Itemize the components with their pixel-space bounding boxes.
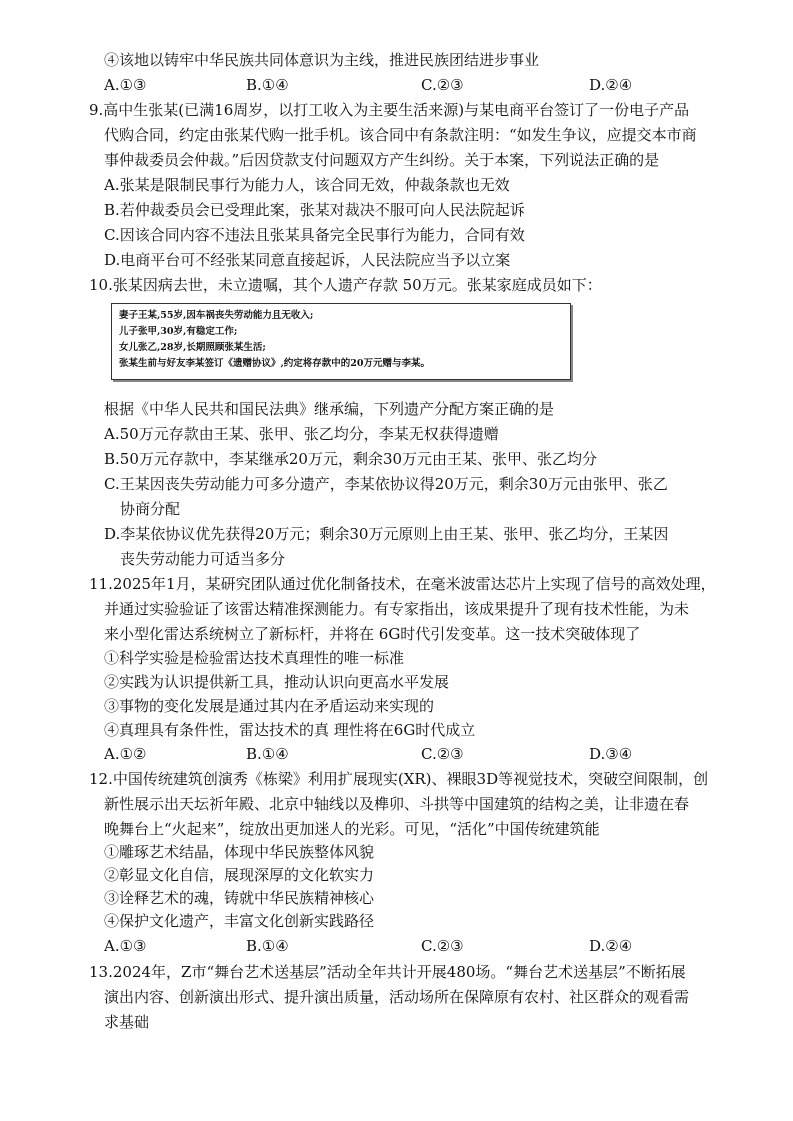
q12-stem-line: 新性展示出天坛祈年殿、北京中轴线以及榫卯、斗拱等中国建筑的结构之美，让非遗在春 — [104, 795, 690, 813]
q11-option-d: D.③④ — [589, 745, 633, 763]
q12-option-c: C.②③ — [421, 937, 464, 955]
q10-stem: 10.张某因病去世，未立遗嘱，其个人遗产存款 50万元。张某家庭成员如下： — [89, 276, 602, 294]
q10-question: 根据《中华人民共和国民法典》继承编，下列遗产分配方案正确的是 — [104, 400, 555, 418]
family-info-line: 张某生前与好友李某签订《遗赠协议》,约定将存款中的20万元赠与李某。 — [119, 358, 431, 369]
q10-option-d: D.李某依协议优先获得20万元；剩余30万元原则上由王某、张甲、张乙均分，王某因 — [104, 525, 669, 543]
q11-stem-line: 并通过实验验证了该雷达精准探测能力。有专家指出，该成果提升了现有技术性能，为未 — [104, 600, 690, 618]
q9-option-c: C.因该合同内容不违法且张某具备完全民事行为能力，合同有效 — [104, 226, 525, 244]
family-info-box — [111, 303, 571, 380]
q12-stem-line: 12.中国传统建筑创演秀《栋梁》利用扩展现实(XR)、裸眼3D等视觉技术，突破空间限制，创 — [89, 770, 709, 788]
q12-option-b: B.①④ — [246, 937, 289, 955]
q10-option-a: A.50万元存款由王某、张甲、张乙均分，李某无权获得遗赠 — [104, 425, 499, 443]
q11-option-b: B.①④ — [246, 745, 289, 763]
q10-option-c: C.王某因丧失劳动能力可多分遗产，李某依协议得20万元，剩余30万元由张甲、张乙 — [104, 475, 668, 493]
q9-stem-line: 代购合同，约定由张某代购一批手机。该合同中有条款注明：“如发生争议，应提交本市商 — [104, 126, 697, 144]
q10-option-c-cont: 协商分配 — [120, 500, 181, 518]
q9-option-d: D.电商平台可不经张某同意直接起诉，人民法院应当予以立案 — [104, 251, 511, 269]
q12-item-1: ①雕琢艺术结晶，体现中华民族整体风貌 — [104, 843, 375, 861]
q8-option-d: D.②④ — [589, 76, 633, 94]
q9-option-a: A.张某是限制民事行为能力人，该合同无效，仲裁条款也无效 — [104, 176, 510, 194]
q11-option-a: A.①② — [104, 745, 147, 763]
q12-item-3: ③诠释艺术的魂，铸就中华民族精神核心 — [104, 889, 375, 907]
q9-stem-line: 事仲裁委员会仲裁。”后因贷款支付问题双方产生纠纷。关于本案，下列说法正确的是 — [104, 151, 660, 169]
q9-stem-line: 9.高中生张某(已满16周岁，以打工收入为主要生活来源)与某电商平台签订了一份电子产品 — [89, 101, 690, 119]
q10-option-b: B.50万元存款中，李某继承20万元，剩余30万元由王某、张甲、张乙均分 — [104, 450, 598, 468]
q11-stem-line: 来小型化雷达系统树立了新标杆，并将在 6G时代引发变革。这一技术突破体现了 — [104, 625, 641, 643]
q11-stem-line: 11.2025年1月，某研究团队通过优化制备技术，在毫米波雷达芯片上实现了信号的高效处理， — [89, 575, 716, 593]
q10-option-d-cont: 丧失劳动能力可适当多分 — [120, 550, 286, 568]
q8-option-b: B.①④ — [246, 76, 289, 94]
q13-stem-line: 演出内容、创新演出形式、提升演出质量，活动场所在保障原有农村、社区群众的观看需 — [104, 988, 690, 1006]
q12-option-a: A.①③ — [104, 937, 147, 955]
q11-option-c: C.②③ — [421, 745, 464, 763]
q13-stem-line: 求基础 — [104, 1013, 150, 1031]
q11-item-4: ④真理具有条件性，雷达技术的真 理性将在6G时代成立 — [104, 721, 476, 739]
family-info-line: 女儿张乙,28岁,长期照顾张某生活; — [119, 342, 266, 353]
family-info-line: 儿子张甲,30岁,有稳定工作; — [119, 326, 238, 337]
q12-option-d: D.②④ — [589, 937, 633, 955]
q11-item-3: ③事物的变化发展是通过其内在矛盾运动来实现的 — [104, 697, 435, 715]
q9-option-b: B.若仲裁委员会已受理此案，张某对裁决不服可向人民法院起诉 — [104, 201, 525, 219]
family-info-line: 妻子王某,55岁,因车祸丧失劳动能力且无收入; — [119, 310, 314, 321]
q11-item-2: ②实践为认识提供新工具，推动认识向更高水平发展 — [104, 673, 450, 691]
q8-option-c: C.②③ — [421, 76, 464, 94]
q12-item-2: ②彰显文化自信，展现深厚的文化软实力 — [104, 866, 375, 884]
q13-stem-line: 13.2024年，Z市“舞台艺术送基层”活动全年共计开展480场。“舞台艺术送基层”不断拓展 — [89, 963, 686, 981]
q8-item-4: ④该地以铸牢中华民族共同体意识为主线，推进民族团结进步事业 — [104, 51, 540, 69]
q8-option-a: A.①③ — [104, 76, 147, 94]
q12-stem-line: 晚舞台上“火起来”，绽放出更加迷人的光彩。可见，“活化”中国传统建筑能 — [104, 820, 600, 838]
q11-item-1: ①科学实验是检验雷达技术真理性的唯一标准 — [104, 649, 405, 667]
q12-item-4: ④保护文化遗产，丰富文化创新实践路径 — [104, 912, 375, 930]
